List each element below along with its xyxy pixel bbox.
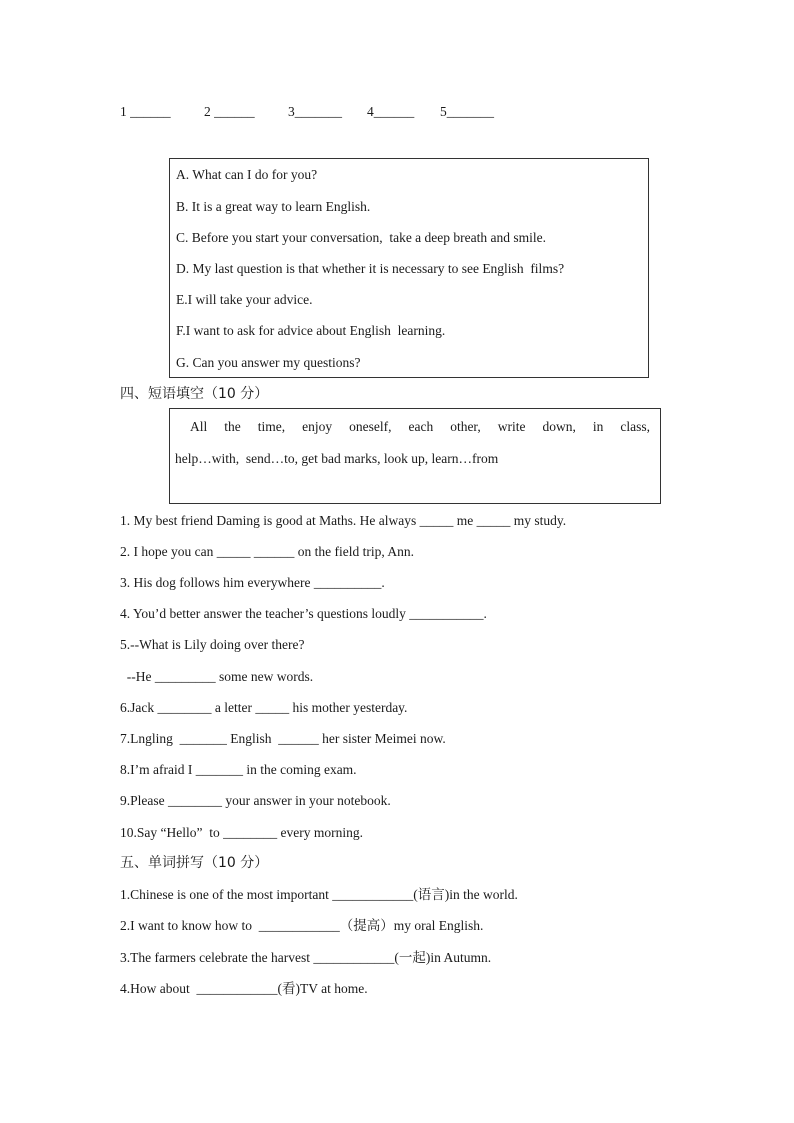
s5-question-4: 4.How about ____________(看)TV at home.: [120, 981, 368, 996]
s5-question-2: 2.I want to know how to ____________（提高）my oral English.: [120, 918, 484, 933]
answer-blank-2: 2 ______: [204, 104, 255, 119]
section4-heading: 四、短语填空（10 分）: [120, 386, 269, 402]
answer-blank-5: 5_______: [440, 104, 494, 119]
s5-question-3: 3.The farmers celebrate the harvest ____________(一起)in Autumn.: [120, 950, 492, 965]
s4-question-8: 8.I’m afraid I _______ in the coming exam.: [120, 762, 357, 777]
s4-question-1: 1. My best friend Daming is good at Maths. He always _____ me _____ my study.: [120, 513, 567, 528]
option-b: B. It is a great way to learn English.: [176, 199, 371, 214]
answer-blank-4: 4______: [367, 104, 415, 119]
s4-question-2: 2. I hope you can _____ ______ on the field trip, Ann.: [120, 544, 414, 559]
phrase-line-1: All the time, enjoy oneself, each other, write down, in class,: [190, 419, 650, 434]
s4-question-4: 4. You’d better answer the teacher’s questions loudly ___________.: [120, 606, 487, 621]
option-c: C. Before you start your conversation, take a deep breath and smile.: [176, 230, 547, 245]
option-f: F.I want to ask for advice about English learning.: [176, 323, 446, 338]
option-e: E.I will take your advice.: [176, 292, 313, 307]
s4-question-9: 9.Please ________ your answer in your notebook.: [120, 793, 391, 808]
section5-heading: 五、单词拼写（10 分）: [120, 855, 269, 871]
answer-blank-1: 1 ______: [120, 104, 171, 119]
s5-question-1: 1.Chinese is one of the most important ____________(语言)in the world.: [120, 887, 518, 902]
answer-blank-3: 3_______: [288, 104, 342, 119]
s4-question-7: 7.Lngling _______ English ______ her sister Meimei now.: [120, 731, 446, 746]
option-a: A. What can I do for you?: [176, 167, 318, 182]
s4-question-5-answer: --He _________ some new words.: [120, 669, 314, 684]
s4-question-5: 5.--What is Lily doing over there?: [120, 637, 305, 652]
s4-question-10: 10.Say “Hello” to ________ every morning.: [120, 825, 363, 840]
s4-question-6: 6.Jack ________ a letter _____ his mother yesterday.: [120, 700, 408, 715]
phrase-line-2: help…with, send…to, get bad marks, look up, learn…from: [175, 451, 499, 466]
s4-question-3: 3. His dog follows him everywhere __________.: [120, 575, 385, 590]
option-d: D. My last question is that whether it is necessary to see English films?: [176, 261, 565, 276]
option-g: G. Can you answer my questions?: [176, 355, 361, 370]
